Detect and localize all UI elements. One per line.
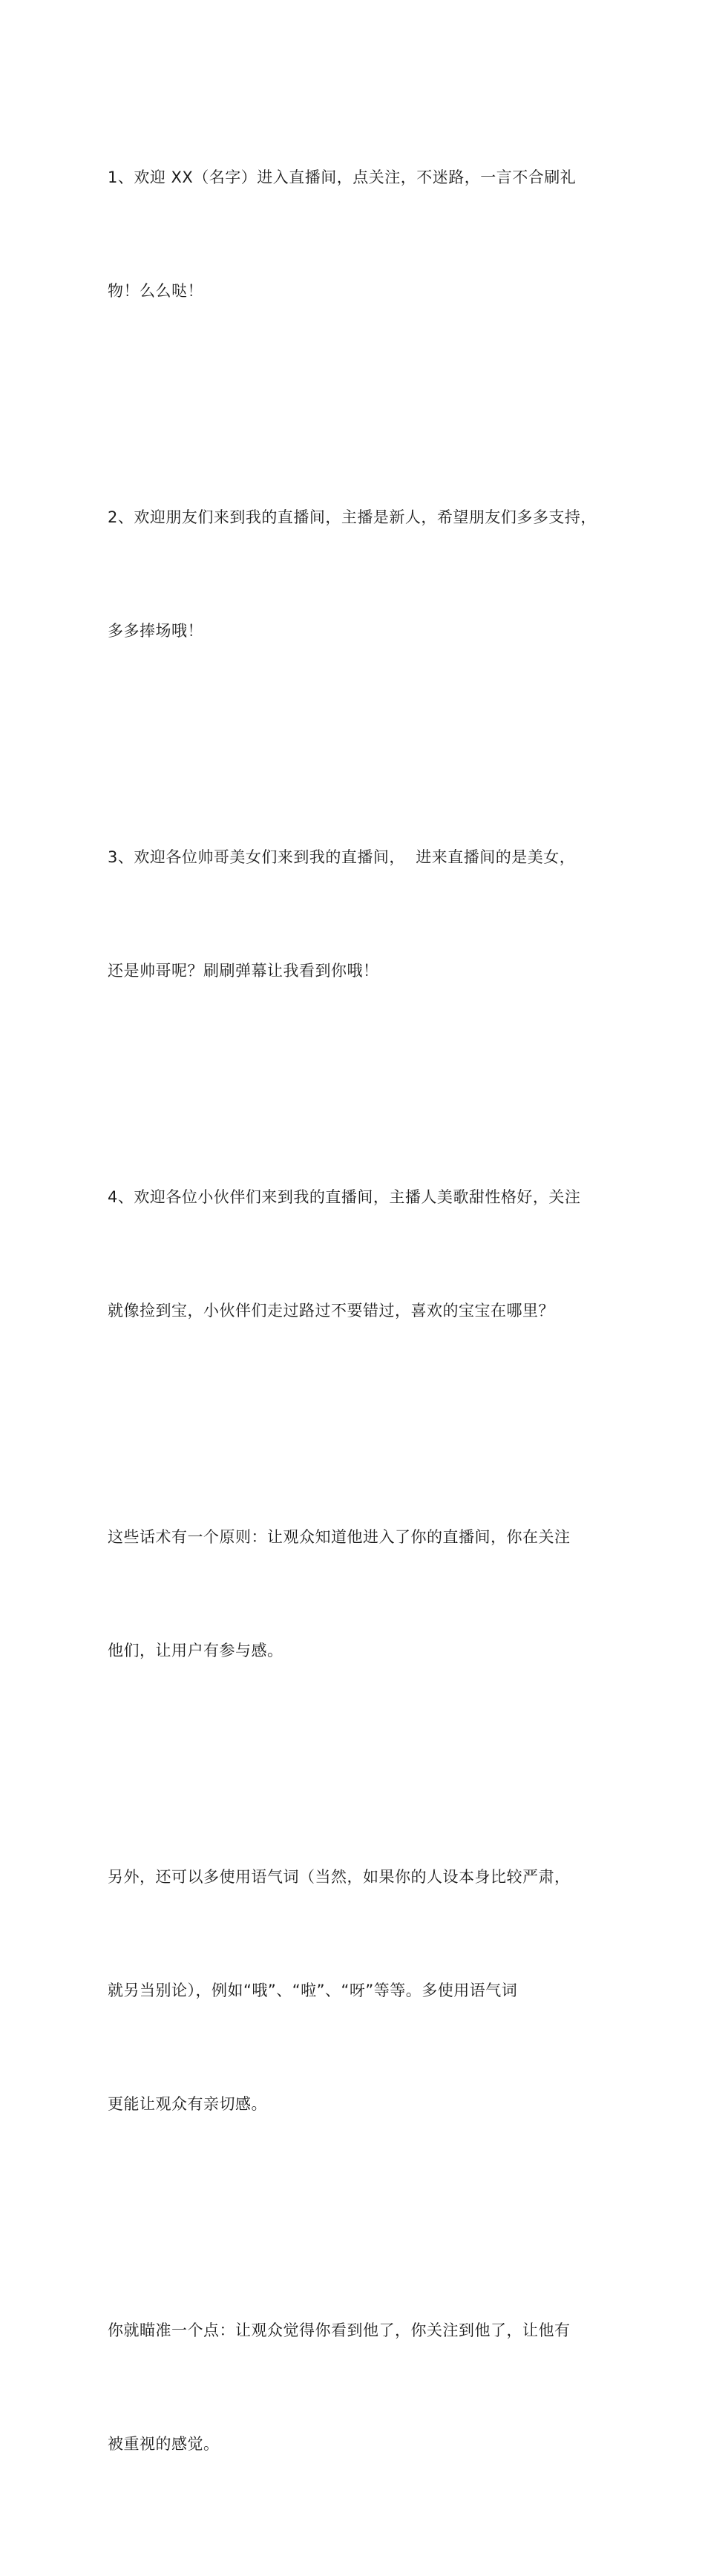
paragraph-welcome-2 <box>108 423 612 726</box>
paragraph-modal-particles <box>108 1783 612 2199</box>
text-line: 他们，让用户有参与感。 <box>108 1642 283 1659</box>
paragraph-welcome-4 <box>108 1103 612 1406</box>
text-line: 4、欢迎各位小伙伴们来到我的直播间，主播人美歌甜性格好，关注 <box>108 1188 581 1206</box>
text-line: 被重视的感觉。 <box>108 2435 220 2453</box>
text-line: 2、欢迎朋友们来到我的直播间，主播是新人，希望朋友们多多支持， <box>108 508 597 526</box>
text-line: 更能让观众有亲切感。 <box>108 2095 267 2113</box>
paragraph-focus-point <box>108 2236 612 2539</box>
paragraph-welcome-3 <box>108 763 612 1066</box>
text-line: 还是帅哥呢？刷刷弹幕让我看到你哦！ <box>108 962 379 980</box>
text-line: 多多捧场哦！ <box>108 622 203 640</box>
paragraph-welcome-1 <box>108 83 612 386</box>
text-line: 你就瞄准一个点：让观众觉得你看到他了，你关注到他了，让他有 <box>108 2321 571 2339</box>
text-line: 另外，还可以多使用语气词（当然，如果你的人设本身比较严肃， <box>108 1868 571 1886</box>
text-line: 物！么么哒！ <box>108 282 203 300</box>
text-line: 就像捡到宝，小伙伴们走过路过不要错过，喜欢的宝宝在哪里？ <box>108 1302 554 1320</box>
text-line: 这些话术有一个原则：让观众知道他进入了你的直播间，你在关注 <box>108 1528 571 1546</box>
text-line: 3、欢迎各位帅哥美女们来到我的直播间， 进来直播间的是美女， <box>108 848 576 866</box>
document-body <box>108 83 612 2576</box>
text-line: 就另当别论），例如“哦”、“啦”、“呀”等等。多使用语气词 <box>108 1982 518 1999</box>
text-line: 1、欢迎 XX（名字）进入直播间，点关注，不迷路，一言不合刷礼 <box>108 168 577 186</box>
paragraph-principle <box>108 1443 612 1746</box>
